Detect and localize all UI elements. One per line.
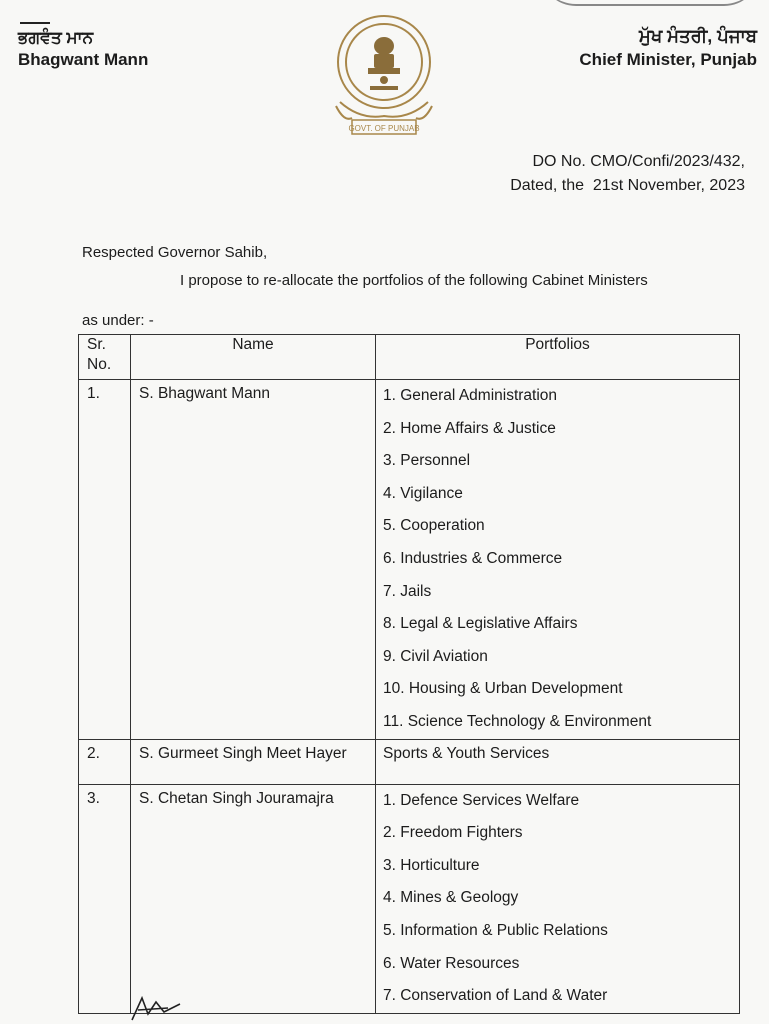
portfolio-item: 10. Housing & Urban Development (383, 680, 623, 698)
row-sr: 1. (79, 380, 131, 740)
decorative-arc (540, 0, 760, 6)
header-rule (20, 22, 50, 24)
state-emblem-icon (330, 10, 438, 140)
portfolio-item: 5. Cooperation (383, 517, 485, 535)
header-right-punjabi: ਮੁੱਖ ਮੰਤਰੀ, ਪੰਜਾਬ (639, 26, 757, 46)
table-row (79, 784, 740, 1013)
header-left-punjabi: ਭਗਵੰਤ ਮਾਨ (18, 28, 94, 47)
table-header-row (79, 335, 740, 380)
header-sr-no: Sr. No. (79, 335, 131, 380)
portfolio-item: 1. General Administration (383, 387, 558, 404)
row-name: S. Chetan Singh Jouramajra (131, 784, 376, 1013)
portfolio-item: 6. Industries & Commerce (383, 549, 563, 567)
salutation: Respected Governor Sahib, (82, 244, 268, 261)
portfolio-item: 8. Legal & Legislative Affairs (383, 615, 578, 633)
portfolio-item: 3. Horticulture (383, 856, 480, 874)
row-portfolios (376, 380, 740, 740)
portfolio-item: 11. Science Technology & Environment (383, 712, 652, 730)
portfolio-item: 7. Conservation of Land & Water (383, 987, 608, 1005)
header-left-english: Bhagwant Mann (18, 50, 149, 69)
signature-icon (128, 990, 188, 1024)
portfolio-item: 3. Personnel (383, 452, 471, 470)
letter-paragraph: I propose to re-allocate the portfolios of the following Cabinet Ministers (180, 272, 648, 289)
row-name: S. Bhagwant Mann (131, 380, 376, 740)
header-right (579, 24, 757, 72)
portfolio-item: 2. Freedom Fighters (383, 824, 523, 842)
row-sr: 2. (79, 739, 131, 784)
header-left (18, 28, 148, 72)
date-line: Dated, the 21st November, 2023 (510, 177, 745, 194)
row-sr: 3. (79, 784, 131, 1013)
portfolio-item: 4. Vigilance (383, 484, 463, 502)
row-portfolios: Sports & Youth Services (376, 739, 740, 784)
header-portfolios: Portfolios (376, 335, 740, 380)
header-right-english: Chief Minister, Punjab (579, 50, 757, 69)
emblem-label: GOVT. OF PUNJAB (348, 124, 420, 133)
do-number: DO No. CMO/Confi/2023/432, (532, 153, 745, 170)
portfolio-item: 6. Water Resources (383, 954, 520, 972)
portfolio-item: 4. Mines & Geology (383, 889, 519, 907)
header-name: Name (131, 335, 376, 380)
reference-block (510, 150, 745, 198)
table-row (79, 380, 740, 740)
row-name: S. Gurmeet Singh Meet Hayer (131, 739, 376, 784)
portfolio-item: 5. Information & Public Relations (383, 921, 608, 939)
portfolio-item: 1. Defence Services Welfare (383, 791, 580, 809)
portfolio-item: 7. Jails (383, 582, 432, 600)
row-portfolios (376, 784, 740, 1013)
portfolio-item: 2. Home Affairs & Justice (383, 419, 556, 437)
letter-paragraph-continuation: as under: - (82, 312, 154, 329)
portfolio-table (78, 334, 740, 1014)
portfolio-item: 9. Civil Aviation (383, 647, 488, 665)
table-row (79, 739, 740, 784)
